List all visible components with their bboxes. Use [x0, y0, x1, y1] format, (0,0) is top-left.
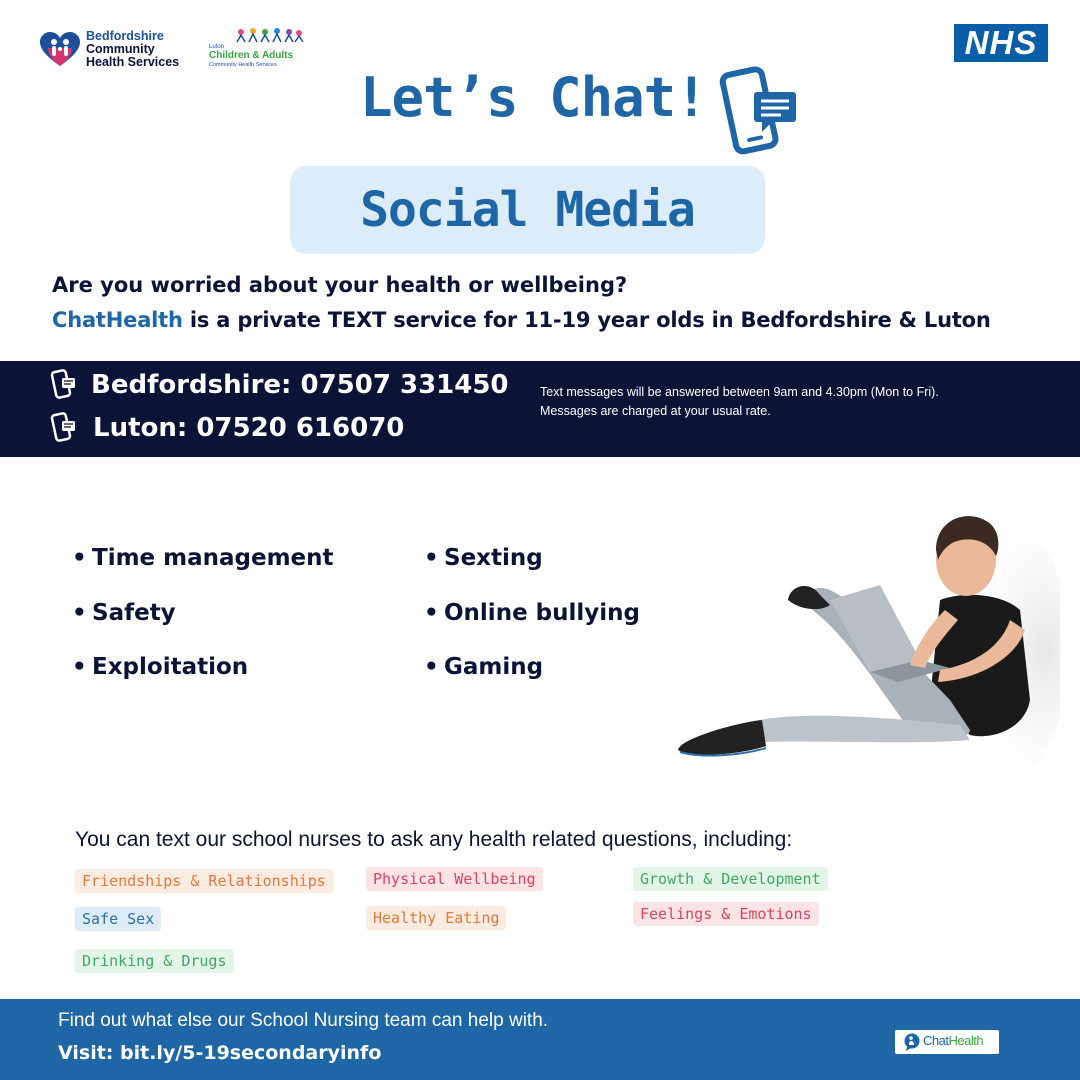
teen-with-laptop-illustration — [670, 500, 1060, 780]
chathealth-logo-part1: Chat — [923, 1033, 949, 1048]
health-topic-tag: Growth & Development — [633, 867, 828, 891]
service-description: is a private TEXT service for 11-19 year olds in Bedfordshire & Luton — [182, 308, 991, 332]
health-topic-tag: Healthy Eating — [366, 906, 506, 930]
chat-bubble-icon — [903, 1033, 921, 1051]
phone-message-icon — [50, 369, 76, 399]
health-topic-tag: Feelings & Emotions — [633, 902, 819, 926]
intro-description — [52, 308, 991, 332]
health-topic-tag: Drinking & Drugs — [75, 949, 234, 973]
health-topic-tag: Friendships & Relationships — [75, 869, 333, 893]
figures-icon — [235, 28, 305, 44]
page-subtitle: Social Media — [360, 182, 695, 238]
luton-line-2: Children & Adults — [209, 50, 294, 61]
topic-item: • Sexting — [424, 545, 543, 571]
health-topic-tag: Safe Sex — [75, 907, 161, 931]
luton-children-adults-logo — [205, 28, 310, 70]
luton-number[interactable]: Luton: 07520 616070 — [93, 413, 405, 443]
footer-link[interactable]: Visit: bit.ly/5-19secondaryinfo — [58, 1042, 382, 1064]
intro-question: Are you worried about your health or wellbeing? — [52, 273, 628, 297]
bedfordshire-community-health-logo — [40, 30, 190, 72]
note-line-2: Messages are charged at your usual rate. — [540, 404, 771, 418]
bchs-line-2: Community — [86, 42, 155, 56]
phone-message-icon — [50, 412, 76, 442]
service-hours-note — [540, 383, 1060, 421]
chathealth-logo-part2: Health — [948, 1033, 984, 1048]
heart-family-icon — [40, 32, 80, 68]
luton-line-3: Community Health Services — [209, 62, 277, 68]
bchs-line-1: Bedfordshire — [86, 29, 164, 43]
bedfordshire-number[interactable]: Bedfordshire: 07507 331450 — [91, 370, 509, 400]
note-line-1: Text messages will be answered between 9am and 4.30pm (Mon to Fri). — [540, 385, 939, 399]
topic-item: • Gaming — [424, 654, 543, 680]
health-topics-intro: You can text our school nurses to ask any health related questions, including: — [75, 828, 793, 851]
chathealth-logo — [895, 1030, 999, 1054]
health-topic-tag: Physical Wellbeing — [366, 867, 543, 891]
topic-item: • Exploitation — [72, 654, 248, 680]
footer-text: Find out what else our School Nursing team can help with. — [58, 1010, 549, 1031]
topic-item: • Time management — [72, 545, 334, 571]
nhs-logo: NHS — [954, 24, 1048, 62]
chathealth-brand: ChatHealth — [52, 308, 183, 332]
page-title: Let’s Chat! — [360, 66, 707, 129]
bchs-line-3: Health Services — [86, 55, 180, 69]
luton-line-1: Luton — [209, 44, 225, 50]
phone-chat-icon — [716, 64, 800, 158]
topic-item: • Online bullying — [424, 600, 640, 626]
topic-item: • Safety — [72, 600, 176, 626]
